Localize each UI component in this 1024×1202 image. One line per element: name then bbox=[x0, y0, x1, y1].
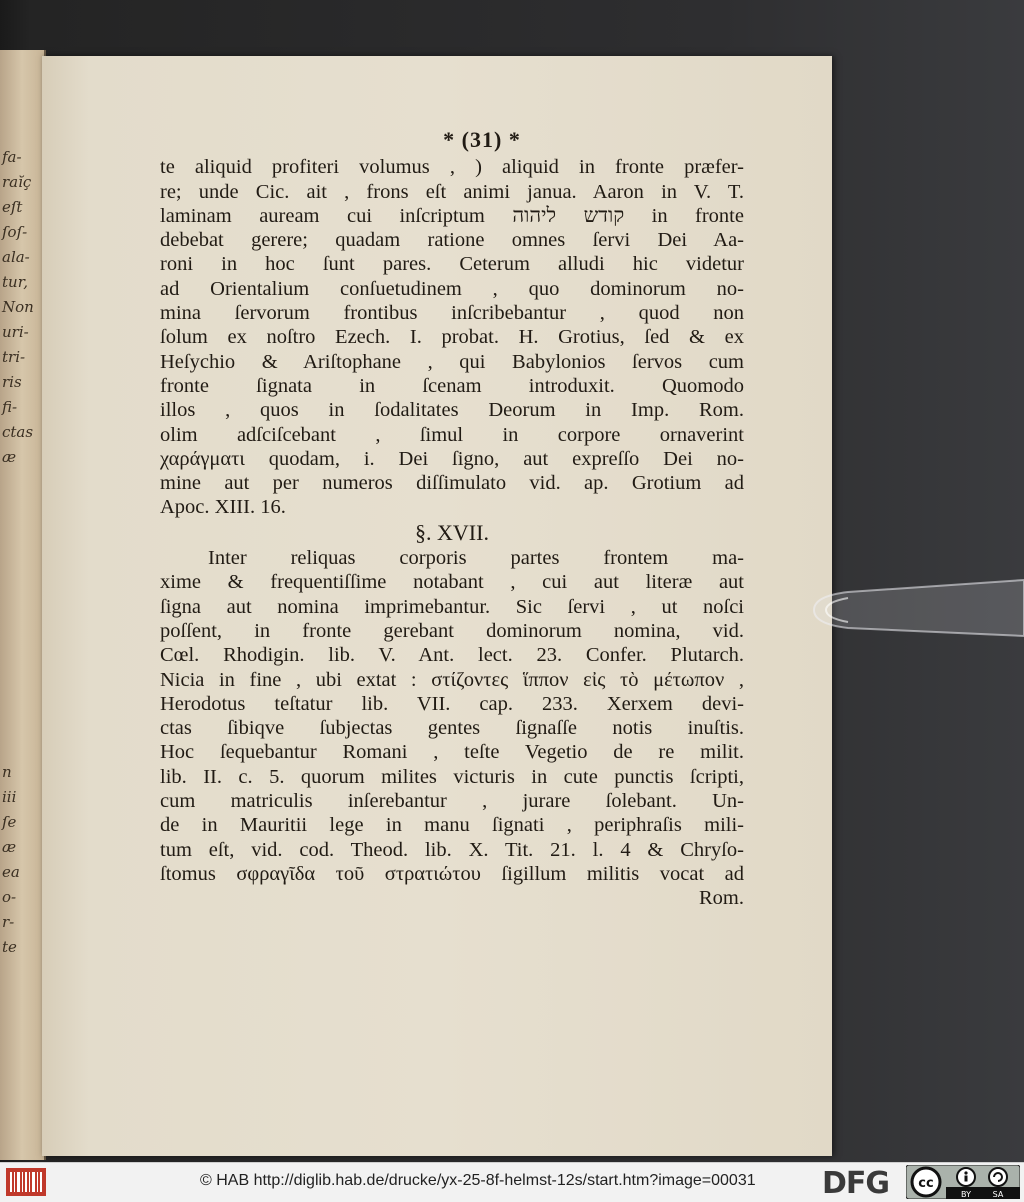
left-page-fragment: r- bbox=[2, 913, 15, 931]
text-line: mina ſervorum frontibus inſcribebantur , quod non bbox=[160, 302, 744, 325]
text-line: Herodotus teſtatur lib. VII. cap. 233. Xerxem devi- bbox=[160, 692, 744, 715]
left-page-fragment: fi- bbox=[2, 398, 18, 416]
cc-license-icon[interactable] bbox=[906, 1165, 1020, 1199]
footer-bar bbox=[0, 1162, 1024, 1202]
svg-text:BY: BY bbox=[961, 1190, 971, 1199]
text-line: ſtomus σφραγῖδα τοῦ στρατιώτου ſigillum militis vocat ad bbox=[160, 862, 744, 885]
text-line: lib. II. c. 5. quorum milites victuris in cute punctis ſcripti, bbox=[160, 765, 744, 788]
left-page-fragment: Non bbox=[2, 298, 34, 316]
book-page bbox=[42, 56, 832, 1156]
left-page-fragment: fa- bbox=[2, 148, 22, 166]
text-line: poſſent, in fronte gerebant dominorum nomina, vid. bbox=[160, 619, 744, 642]
left-page-fragment: tur, bbox=[2, 273, 28, 291]
left-page-fragment: æ bbox=[2, 838, 17, 856]
text-line: Hoc ſequebantur Romani , teſte Vegetio de re milit. bbox=[160, 741, 744, 764]
left-page-fragment: ſoſ- bbox=[2, 223, 28, 241]
text-line: Rom. bbox=[699, 887, 744, 910]
left-page-fragment: te bbox=[2, 938, 17, 956]
left-page-fragment: tri- bbox=[2, 348, 26, 366]
left-page-fragment: ea bbox=[2, 863, 20, 881]
text-line: fronte ſignata in ſcenam introduxit. Quomodo bbox=[160, 374, 744, 397]
page-lines bbox=[160, 155, 744, 910]
dfg-logo: DFG bbox=[822, 1166, 890, 1201]
text-line: mine aut per numeros diſſimulato vid. ap. Grotium ad bbox=[160, 472, 744, 495]
barcode-icon bbox=[6, 1168, 46, 1196]
text-line: tum eſt, vid. cod. Theod. lib. X. Tit. 21. l. 4 & Chryſo- bbox=[160, 838, 744, 861]
left-page-fragment: æ bbox=[2, 448, 17, 466]
text-line: cum matriculis inſerebantur , jurare ſolebant. Un- bbox=[160, 790, 744, 813]
left-page-fragment: n bbox=[2, 763, 12, 781]
section-heading: §. XVII. bbox=[415, 519, 489, 545]
text-line: ſigna aut nomina imprimebantur. Sic ſervi , ut noſci bbox=[160, 595, 744, 618]
text-line: xime & frequentiſſime notabant , cui aut literæ aut bbox=[160, 571, 744, 594]
text-line: Heſychio & Ariſtophane , qui Babylonios ſervos cum bbox=[160, 350, 744, 373]
text-line: ctas ſibiqve ſubjectas gentes ſignaſſe notis inuſtis. bbox=[160, 717, 744, 740]
svg-text:cc: cc bbox=[918, 1176, 934, 1191]
scanner-clip bbox=[808, 578, 1024, 638]
left-page-fragment: ſe bbox=[2, 813, 17, 831]
left-page-fragment: eſt bbox=[2, 198, 23, 216]
left-page-fragment: raĭç bbox=[2, 173, 32, 191]
text-line: ad Orientalium conſuetudinem , quo dominorum no- bbox=[160, 277, 744, 300]
left-page-fragment: o- bbox=[2, 888, 17, 906]
page-header: * (31) * bbox=[443, 127, 521, 152]
text-line: roni in hoc ſunt pares. Ceterum alludi hic videtur bbox=[160, 253, 744, 276]
copyright-link[interactable]: © HAB http://diglib.hab.de/drucke/yx-25-8f-helmst-12s/start.htm?image=00031 bbox=[200, 1172, 756, 1189]
text-line: te aliquid profiteri volumus , ) aliquid in fronte præfer- bbox=[160, 156, 744, 179]
left-page-fragment: uri- bbox=[2, 323, 29, 341]
text-line: olim adſciſcebant , ſimul in corpore ornaverint bbox=[160, 423, 744, 446]
text-line: Cœl. Rhodigin. lib. V. Ant. lect. 23. Confer. Plutarch. bbox=[160, 644, 744, 667]
page-text bbox=[160, 128, 744, 911]
left-page-fragment: ctas bbox=[2, 423, 34, 441]
text-line: χαράγματι quodam, i. Dei ſigno, aut expreſſo Dei no- bbox=[160, 447, 744, 470]
text-line: Apoc. XIII. 16. bbox=[160, 496, 286, 519]
left-page-fragment: ris bbox=[2, 373, 22, 391]
left-page-fragment: ala- bbox=[2, 248, 30, 266]
text-line: debebat gerere; quadam ratione omnes ſervi Dei Aa- bbox=[160, 229, 744, 252]
left-page-fragment: iii bbox=[2, 788, 17, 806]
text-line: ſolum ex noſtro Ezech. I. probat. H. Grotius, ſed & ex bbox=[160, 326, 744, 349]
text-line: illos , quos in ſodalitates Deorum in Imp. Rom. bbox=[160, 399, 744, 422]
text-line: re; unde Cic. ait , frons eſt animi janua. Aaron in V. T. bbox=[160, 180, 744, 203]
svg-text:SA: SA bbox=[992, 1190, 1004, 1199]
text-line: laminam auream cui inſcriptum קודש ליהוה in fronte bbox=[160, 204, 744, 227]
left-page-edge bbox=[0, 50, 46, 1160]
text-line: Nicia in fine , ubi extat : στίζοντες ἵππον εἰς τὸ μέτωπον , bbox=[160, 668, 744, 691]
text-line: Inter reliquas corporis partes frontem ma- bbox=[208, 547, 744, 570]
text-line: de in Mauritii lege in manu ſignati , periphraſis mili- bbox=[160, 814, 744, 837]
